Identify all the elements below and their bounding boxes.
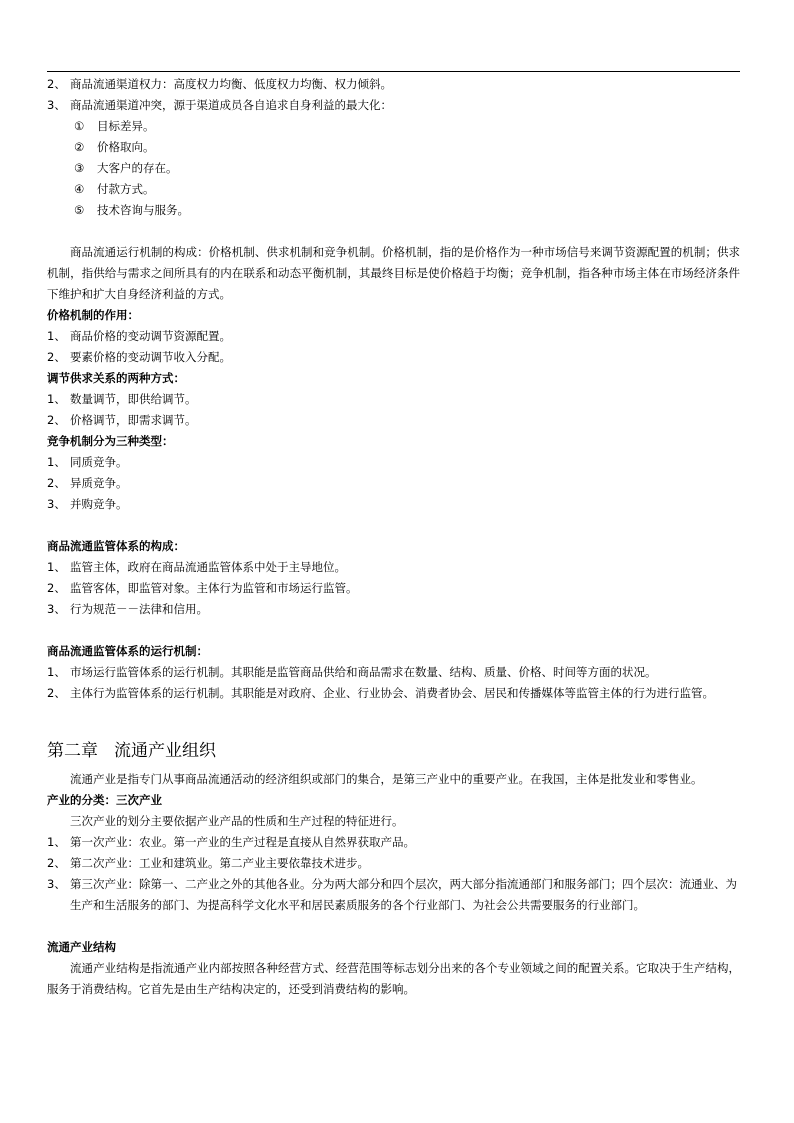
section-heading: 商品流通监管体系的构成： bbox=[47, 539, 185, 553]
circled-number: ③ bbox=[74, 161, 85, 175]
list-number: 2、 bbox=[47, 476, 66, 490]
spacer bbox=[47, 515, 740, 536]
list-item bbox=[47, 557, 740, 578]
spacer bbox=[47, 620, 740, 641]
list-text: 商品流通渠道权力：高度权力均衡、低度权力均衡、权力倾斜。 bbox=[70, 77, 392, 91]
list-item bbox=[47, 326, 740, 347]
section-heading: 调节供求关系的两种方式： bbox=[47, 371, 185, 385]
list-item bbox=[47, 874, 740, 916]
list-text: 要素价格的变动调节收入分配。 bbox=[70, 350, 231, 364]
document-body bbox=[47, 74, 740, 1000]
list-text: 监管客体，即监管对象。主体行为监管和市场运行监管。 bbox=[70, 581, 358, 595]
chapter-title: 流通产业组织 bbox=[114, 741, 216, 761]
section-heading: 商品流通监管体系的运行机制： bbox=[47, 644, 208, 658]
sub-list-text: 付款方式。 bbox=[97, 182, 155, 196]
list-text: 第一次产业：农业。第一产业的生产过程是直接从自然界获取产品。 bbox=[70, 835, 415, 849]
circled-number: ① bbox=[74, 119, 85, 133]
list-number: 2、 bbox=[47, 350, 66, 364]
chapter-number: 第二章 bbox=[47, 741, 98, 761]
list-number: 1、 bbox=[47, 455, 66, 469]
list-item bbox=[47, 599, 740, 620]
list-item bbox=[47, 95, 740, 116]
list-number: 2、 bbox=[47, 581, 66, 595]
sub-list-item bbox=[47, 179, 740, 200]
circled-number: ④ bbox=[74, 182, 85, 196]
list-number: 3、 bbox=[47, 497, 66, 511]
list-item bbox=[47, 74, 740, 95]
spacer bbox=[47, 916, 740, 937]
list-number: 1、 bbox=[47, 835, 66, 849]
list-item bbox=[47, 578, 740, 599]
list-item bbox=[47, 683, 740, 704]
industry-structure-paragraph: 流通产业结构是指流通产业内部按照各种经营方式、经营范围等标志划分出来的各个专业领域之间的配置关系。它取决于生产结构，服务于消费结构。它首先是由生产结构决定的，还受到消费结构的影响。 bbox=[47, 961, 740, 996]
list-text: 商品流通渠道冲突，源于渠道成员各自追求自身利益的最大化： bbox=[70, 98, 392, 112]
list-text: 同质竞争。 bbox=[70, 455, 128, 469]
sub-list-item bbox=[47, 137, 740, 158]
list-number: 2、 bbox=[47, 413, 66, 427]
list-text: 异质竞争。 bbox=[70, 476, 128, 490]
list-text: 价格调节，即需求调节。 bbox=[70, 413, 197, 427]
section-heading: 产业的分类：三次产业 bbox=[47, 793, 162, 807]
list-text: 第二次产业：工业和建筑业。第二产业主要依靠技术进步。 bbox=[70, 856, 369, 870]
section-heading: 竞争机制分为三种类型： bbox=[47, 434, 174, 448]
list-number: 3、 bbox=[47, 877, 66, 891]
list-number: 1、 bbox=[47, 329, 66, 343]
sub-list-item bbox=[47, 116, 740, 137]
sub-list-text: 价格取向。 bbox=[97, 140, 155, 154]
list-text: 数量调节，即供给调节。 bbox=[70, 392, 197, 406]
classification-intro: 三次产业的划分主要依据产业产品的性质和生产过程的特征进行。 bbox=[70, 814, 404, 828]
list-text: 第三次产业：除第一、二产业之外的其他各业。分为两大部分和四个层次，两大部分指流通部门和服务部门；四个层次：流通业、为生产和生活服务的部门、为提高科学文化水平和居民素质服务的各个行业部门、为社会公共需要服务的行业部门。 bbox=[70, 877, 737, 912]
mechanism-paragraph: 商品流通运行机制的构成：价格机制、供求机制和竞争机制。价格机制，指的是价格作为一种市场信号来调节资源配置的机制；供求机制，指供给与需求之间所具有的内在联系和动态平衡机制，其最终目标是使价格趋于均衡；竞争机制，指各种市场主体在市场经济条件下维护和扩大自身经济利益的方式。 bbox=[47, 245, 740, 301]
circled-number: ⑤ bbox=[74, 203, 85, 217]
sub-list-text: 技术咨询与服务。 bbox=[97, 203, 189, 217]
list-item bbox=[47, 494, 740, 515]
list-text: 商品价格的变动调节资源配置。 bbox=[70, 329, 231, 343]
list-text: 并购竞争。 bbox=[70, 497, 128, 511]
list-number: 1、 bbox=[47, 665, 66, 679]
list-item bbox=[47, 452, 740, 473]
list-item bbox=[47, 832, 740, 853]
spacer bbox=[47, 221, 740, 242]
list-number: 2、 bbox=[47, 856, 66, 870]
list-item bbox=[47, 410, 740, 431]
list-number: 1、 bbox=[47, 560, 66, 574]
list-item bbox=[47, 389, 740, 410]
chapter-intro: 流通产业是指专门从事商品流通活动的经济组织或部门的集合，是第三产业中的重要产业。在我国，主体是批发业和零售业。 bbox=[70, 772, 703, 786]
list-number: 1、 bbox=[47, 392, 66, 406]
list-number: 2、 bbox=[47, 686, 66, 700]
list-item bbox=[47, 853, 740, 874]
list-item bbox=[47, 347, 740, 368]
spacer bbox=[47, 704, 740, 725]
list-number: 3、 bbox=[47, 98, 66, 112]
chapter-heading bbox=[47, 735, 740, 767]
sub-list-item bbox=[47, 200, 740, 221]
list-number: 2、 bbox=[47, 77, 66, 91]
list-text: 主体行为监管体系的运行机制。其职能是对政府、企业、行业协会、消费者协会、居民和传播媒体等监管主体的行为进行监管。 bbox=[70, 686, 714, 700]
list-text: 市场运行监管体系的运行机制。其职能是监管商品供给和商品需求在数量、结构、质量、价格、时间等方面的状况。 bbox=[70, 665, 657, 679]
section-heading: 价格机制的作用： bbox=[47, 308, 139, 322]
list-item bbox=[47, 473, 740, 494]
sub-list-item bbox=[47, 158, 740, 179]
header-rule bbox=[47, 71, 740, 72]
list-item bbox=[47, 662, 740, 683]
sub-list-text: 目标差异。 bbox=[97, 119, 155, 133]
list-text: 行为规范－－法律和信用。 bbox=[70, 602, 208, 616]
section-heading: 流通产业结构 bbox=[47, 940, 116, 954]
sub-list-text: 大客户的存在。 bbox=[97, 161, 178, 175]
list-number: 3、 bbox=[47, 602, 66, 616]
list-text: 监管主体，政府在商品流通监管体系中处于主导地位。 bbox=[70, 560, 346, 574]
circled-number: ② bbox=[74, 140, 85, 154]
